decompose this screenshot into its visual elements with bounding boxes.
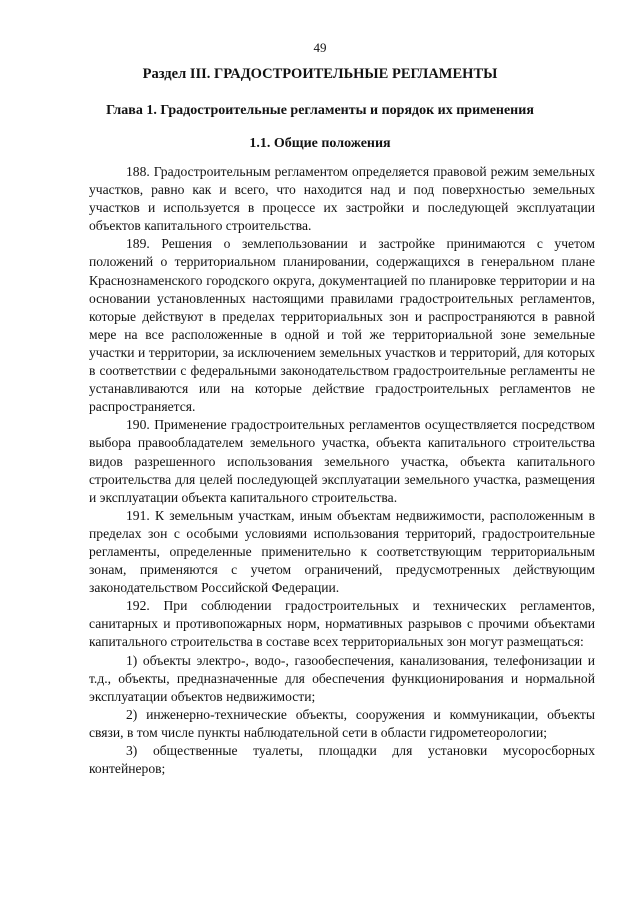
page-number: 49 xyxy=(313,40,327,55)
paragraph-190: 190. Применение градостроительных регламентов осуществляется посредством выбора правообладателем земельного участка, объекта капитального строительства видов разрешенного использования земельного участка, объекта капитального строительства для целей последующей эксплуатации земельного участка, размещения и эксплуатации объекта капитального строительства. xyxy=(89,417,595,505)
paragraph-188: 188. Градостроительным регламентом определяется правовой режим земельных участков, равно как и всего, что находится над и под поверхностью земельных участков и используется в процессе их застройки и последующей эксплуатации объектов капитального строительства. xyxy=(89,164,595,234)
list-item-2: 2) инженерно-технические объекты, сооружения и коммуникации, объекты связи, в том числе пункты наблюдательной сети в области гидрометеорологии; xyxy=(89,706,595,740)
paragraph-191: 191. К земельным участкам, иным объектам недвижимости, расположенным в пределах зон с особыми условиями использования территорий, градостроительные регламенты, определенные применительно к соответствующим территориальным зонам, применяются с учетом ограничений, предусмотренных действующим законодательством Российской Федерации. xyxy=(89,507,595,596)
paragraph-192: 192. При соблюдении градостроительных и технических регламентов, санитарных и противопожарных норм, нормативных разрывов с прочими объектами капитального строительства в составе всех территориальных зон могут размещаться: xyxy=(89,598,595,650)
list-item-1: 1) объекты электро-, водо-, газообеспечения, канализования, телефонизации и т.д., объекты, предназначенные для обеспечения функционирования и нормальной эксплуатации объектов недвижимости; xyxy=(89,652,595,704)
document-body xyxy=(89,163,595,778)
chapter-title: Глава 1. Градостроительные регламенты и порядок их применения xyxy=(106,103,534,118)
list-item-3: 3) общественные туалеты, площадки для установки мусоросборных контейнеров; xyxy=(89,743,595,777)
section-title: Раздел III. ГРАДОСТРОИТЕЛЬНЫЕ РЕГЛАМЕНТЫ xyxy=(142,66,498,82)
subsection-title: 1.1. Общие положения xyxy=(249,136,391,151)
paragraph-189: 189. Решения о землепользовании и застройке принимаются с учетом положений о территориальном планировании, содержащихся в генеральном плане Краснознаменского городского округа, документацией по планировке территории и на основании установленных настоящими правилами градостроительных регламентов, которые действуют в пределах территориальных зон и распространяются в равной мере на все расположенные в одной и той же территориальной зоне земельные участки и территории, за исключением земельных участков и территорий, для которых в соответствии с федеральными законодательством градостроительные регламенты не устанавливаются или на которые действие градостроительных регламентов не распространяется. xyxy=(89,236,595,415)
